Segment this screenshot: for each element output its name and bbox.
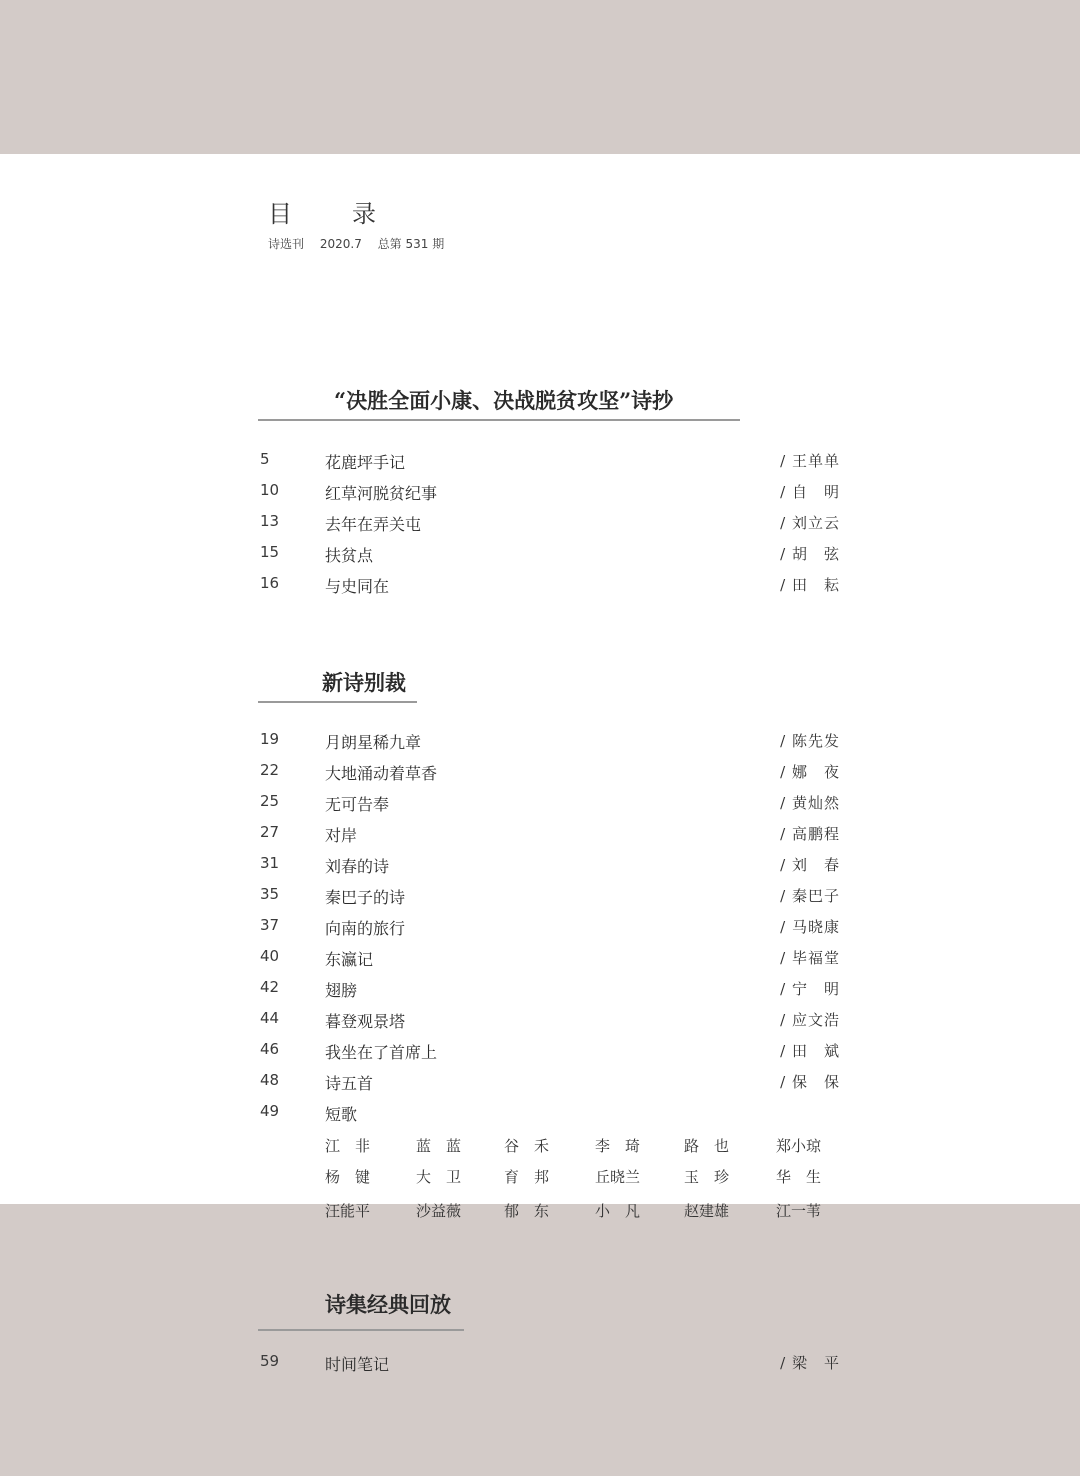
toc-entry[interactable] [258, 512, 840, 536]
entry-author: / 毕福堂 [780, 949, 840, 967]
entry-author: / 娜 夜 [780, 763, 840, 781]
toc-entry[interactable] [258, 761, 840, 785]
page-number: 46 [260, 1040, 280, 1058]
toc-entry[interactable] [258, 1102, 840, 1126]
toc-entry[interactable] [258, 854, 840, 878]
toc-entry[interactable] [258, 947, 840, 971]
entry-title: 刘春的诗 [325, 857, 390, 876]
page-number: 31 [260, 854, 280, 872]
entry-title: 东瀛记 [325, 950, 374, 969]
poet-name: 谷 禾 [504, 1137, 550, 1155]
entry-author: / 王单单 [780, 452, 840, 470]
entry-title: 对岸 [325, 826, 358, 845]
entry-title: 月朗星稀九章 [325, 733, 422, 752]
page-number: 40 [260, 947, 280, 965]
entry-title: 时间笔记 [325, 1355, 390, 1374]
poet-name: 江一苇 [776, 1202, 822, 1220]
poet-name: 汪能平 [325, 1202, 371, 1220]
issue-total: 总第 531 期 [377, 237, 445, 251]
page-number: 25 [260, 792, 280, 810]
toc-entry[interactable] [258, 792, 840, 816]
poet-name: 郑小琼 [776, 1137, 822, 1155]
toc-entry[interactable] [258, 450, 840, 474]
entry-author: / 保 保 [780, 1073, 840, 1091]
entry-author: / 高鹏程 [780, 825, 840, 843]
entry-title: 诗五首 [325, 1074, 374, 1093]
section-heading: “决胜全面小康、决战脱贫攻坚”诗抄 [334, 388, 674, 413]
page-number: 59 [260, 1352, 280, 1370]
poet-name: 蓝 蓝 [416, 1137, 462, 1155]
entry-author: / 陈先发 [780, 732, 840, 750]
entry-title: 大地涌动着草香 [325, 764, 438, 783]
toc-entry[interactable] [258, 978, 840, 1002]
poet-name: 华 生 [776, 1168, 822, 1186]
page-number: 22 [260, 761, 280, 779]
poet-name: 育 邦 [504, 1168, 550, 1186]
section-heading: 新诗别裁 [322, 670, 406, 695]
entry-title: 无可告奉 [325, 795, 390, 814]
entry-author: / 刘 春 [780, 856, 840, 874]
toc-entry[interactable] [258, 916, 840, 940]
poet-name: 江 非 [325, 1137, 371, 1155]
toc-entry[interactable] [258, 1009, 840, 1033]
issue-info [268, 235, 456, 252]
toc-entry[interactable] [258, 1352, 840, 1376]
entry-title: 去年在弄关屯 [325, 515, 422, 534]
page-number: 16 [260, 574, 280, 592]
entry-title: 花鹿坪手记 [325, 453, 406, 472]
page-number: 13 [260, 512, 280, 530]
top-band [0, 0, 1080, 154]
entry-title: 向南的旅行 [325, 919, 406, 938]
entry-title: 扶贫点 [325, 546, 374, 565]
entry-title: 红草河脱贫纪事 [325, 484, 438, 503]
page-number: 19 [260, 730, 280, 748]
entry-author: / 田 斌 [780, 1042, 840, 1060]
entry-author: / 刘立云 [780, 514, 840, 532]
entry-author: / 梁 平 [780, 1354, 840, 1372]
entry-author: / 自 明 [780, 483, 840, 501]
toc-entry[interactable] [258, 730, 840, 754]
entry-title: 暮登观景塔 [325, 1012, 406, 1031]
entry-author: / 黄灿然 [780, 794, 840, 812]
page-number: 5 [260, 450, 270, 468]
page-number: 10 [260, 481, 280, 499]
entry-author: / 马晓康 [780, 918, 840, 936]
entry-author: / 应文浩 [780, 1011, 840, 1029]
poet-name: 杨 键 [325, 1168, 371, 1186]
page-number: 44 [260, 1009, 280, 1027]
page-number: 35 [260, 885, 280, 903]
toc-entry[interactable] [258, 1071, 840, 1095]
poet-name: 小 凡 [595, 1202, 641, 1220]
page-number: 49 [260, 1102, 280, 1120]
toc-entry[interactable] [258, 543, 840, 567]
poet-name: 郁 东 [504, 1202, 550, 1220]
entry-title: 翅膀 [325, 981, 358, 1000]
section-heading: 诗集经典回放 [325, 1292, 451, 1317]
entry-title: 短歌 [325, 1105, 358, 1124]
poet-name: 赵建雄 [684, 1202, 730, 1220]
issue-date: 2020.7 [319, 237, 362, 251]
toc-entry[interactable] [258, 1040, 840, 1064]
toc-entry[interactable] [258, 574, 840, 598]
toc-entry[interactable] [258, 823, 840, 847]
section-rule [258, 1329, 464, 1331]
poet-name: 路 也 [684, 1137, 730, 1155]
page-title: 目 录 [268, 200, 394, 228]
page-number: 42 [260, 978, 280, 996]
poet-name: 大 卫 [416, 1168, 462, 1186]
entry-author: / 田 耘 [780, 576, 840, 594]
page-number: 48 [260, 1071, 280, 1089]
toc-entry[interactable] [258, 481, 840, 505]
page-number: 37 [260, 916, 280, 934]
poet-name: 丘晓兰 [595, 1168, 641, 1186]
entry-title: 秦巴子的诗 [325, 888, 406, 907]
poet-name: 玉 珍 [684, 1168, 730, 1186]
poet-name: 沙益薇 [416, 1202, 462, 1220]
poet-name: 李 琦 [595, 1137, 641, 1155]
entry-author: / 宁 明 [780, 980, 840, 998]
journal-name: 诗选刊 [268, 237, 305, 251]
entry-title: 与史同在 [325, 577, 390, 596]
entry-author: / 秦巴子 [780, 887, 840, 905]
section-rule [258, 701, 417, 703]
section-rule [258, 419, 740, 421]
page-number: 27 [260, 823, 280, 841]
toc-entry[interactable] [258, 885, 840, 909]
page-number: 15 [260, 543, 280, 561]
entry-author: / 胡 弦 [780, 545, 840, 563]
entry-title: 我坐在了首席上 [325, 1043, 438, 1062]
